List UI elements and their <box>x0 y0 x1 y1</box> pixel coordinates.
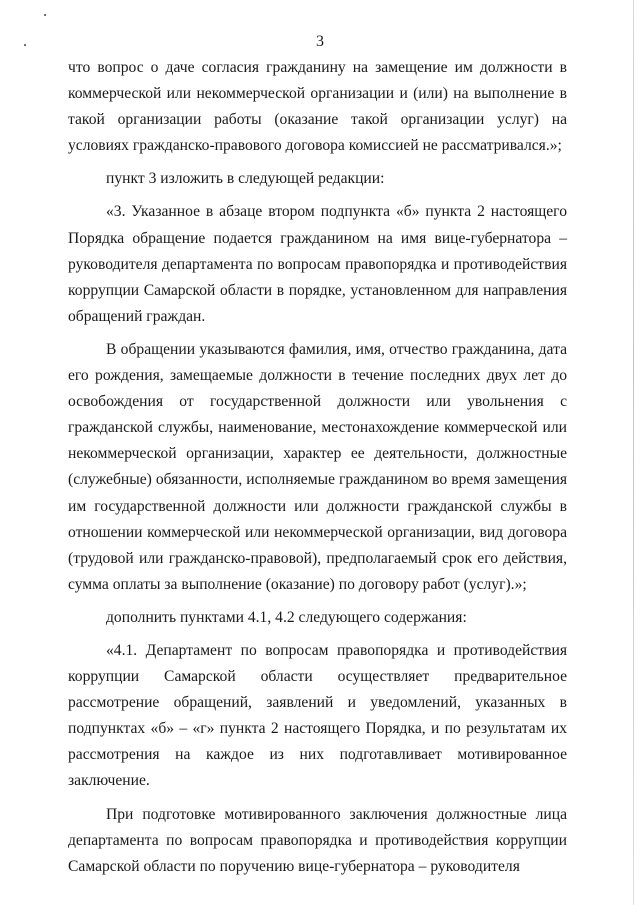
paragraph-item-4-1: «4.1. Департамент по вопросам правопорядка и противодействия коррупции Самарской области осуществляет предварительное рассмотрение обращений, заявлений и уведомлений, указанных в подпунктах «б» – «г» пункта 2 настоящего Порядка, и по результатам их рассмотрения на каждое из них подготавливает мотивированное заключение. <box>68 641 567 790</box>
paragraph-request-details: В обращении указываются фамилия, имя, отчество гражданина, дата его рождения, замещаемые должности в течение последних двух лет до освобождения от государственной должности или увольнения с гражданской службы, наименование, местонахождение коммерческой или некоммерческой организации, характер ее деятельности, должностные (служебные) обязанности, исполняемые гражданином во время замещения им государственной должности или должности гражданской службы в отношении коммерческой или некоммерческой организации, вид договора (трудовой или гражданско-правовой), предполагаемый срок его действия, сумма оплаты за выполнение (оказание) по договору работ (услуг).»; <box>68 340 567 593</box>
paragraph-continuation: что вопрос о даче согласия гражданину на замещение им должности в коммерческой или некоммерческой организации и (или) на выполнение в такой организации работы (оказание такой организации услуг) на условиях гражданско-правового договора комиссией не рассматривался.»; <box>68 59 567 155</box>
paragraph-item-3: «3. Указанное в абзаце втором подпункта «б» пункта 2 настоящего Порядка обращение подается гражданином на имя вице-губернатора – руководителя департамента по вопросам правопорядка и противодействия коррупции Самарской области в порядке, установленном для направления обращений граждан. <box>68 203 567 325</box>
paragraph-instruction: пункт 3 изложить в следующей редакции: <box>106 170 385 188</box>
page-number: 3 <box>316 33 324 50</box>
scan-edge <box>633 0 634 905</box>
paragraph-preparation: При подготовке мотивированного заключения должностные лица департамента по вопросам правопорядка и противодействия коррупции Самарской области по поручению вице-губернатора – руководителя <box>68 805 567 875</box>
scan-speck <box>44 14 46 16</box>
paragraph-instruction: дополнить пунктами 4.1, 4.2 следующего содержания: <box>106 608 467 626</box>
document-body <box>68 55 567 880</box>
